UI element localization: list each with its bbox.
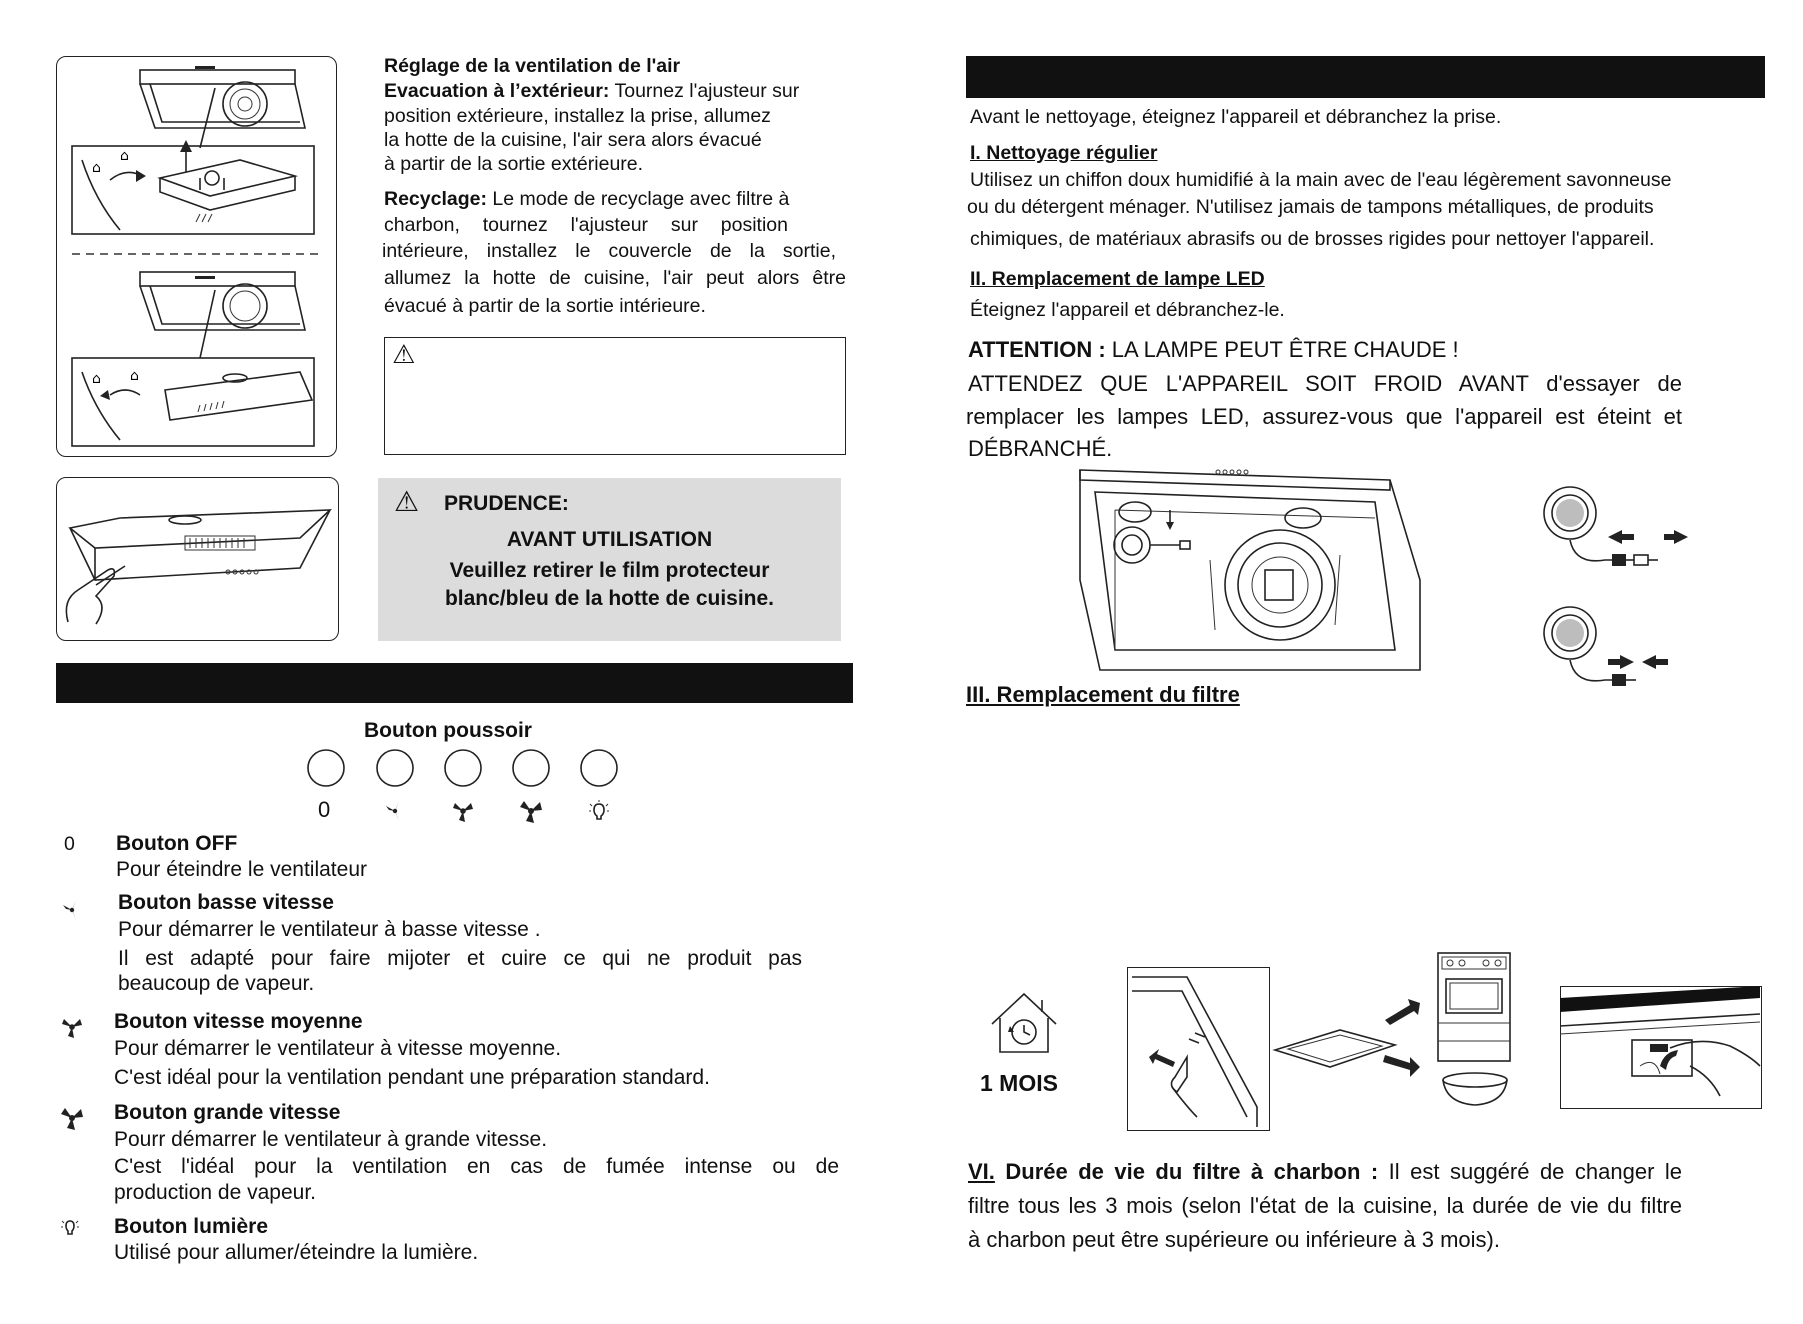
exhaust-line: à partir de la sortie extérieure. <box>384 153 644 175</box>
warning-box <box>384 337 846 455</box>
led-replacement-title: II. Remplacement de lampe LED <box>970 268 1265 290</box>
home-clock-icon <box>984 988 1064 1058</box>
medium-speed-text: C'est idéal pour la ventilation pendant une préparation standard. <box>114 1066 710 1089</box>
caution-line-3: blanc/bleu de la hotte de cuisine. <box>444 587 775 610</box>
recycle-line: charbon, tournez l'ajusteur sur position <box>384 214 788 236</box>
exhaust-label: Evacuation à l’extérieur: <box>384 80 610 102</box>
section-header-bar-cleaning <box>966 56 1765 98</box>
exhaust-line: position extérieure, installez la prise, allumez <box>384 105 771 127</box>
off-title: Bouton OFF <box>116 832 238 855</box>
light-icon <box>58 1216 82 1240</box>
recycle-line: allumez la hotte de cuisine, l'air peut alors être <box>384 267 846 289</box>
medium-speed-text: Pour démarrer le ventilateur à vitesse moyenne. <box>114 1037 562 1060</box>
recycle-paragraph-line <box>384 187 789 211</box>
filter-lifetime-text-line: à charbon peut être supérieure ou inférieure à 3 mois). <box>968 1227 1500 1252</box>
attention-text-line: ATTENDEZ QUE L'APPAREIL SOIT FROID AVANT d'essayer de <box>968 371 1682 396</box>
led-disconnect-illustration <box>1530 480 1690 590</box>
recycle-label: Recyclage: <box>384 188 487 210</box>
attention-text-line: DÉBRANCHÉ. <box>968 436 1113 461</box>
high-speed-text: production de vapeur. <box>114 1181 316 1204</box>
light-title: Bouton lumière <box>114 1215 269 1238</box>
exhaust-text: Tournez l'ajusteur sur <box>609 80 800 102</box>
filter-lifetime-numeral: VI. <box>968 1159 995 1184</box>
attention-text-line: remplacer les lampes LED, assurez-vous que l'appareil est éteint et <box>966 404 1682 429</box>
off-symbol: 0 <box>64 833 75 855</box>
low-speed-text: Pour démarrer le ventilateur à basse vitesse . <box>118 918 541 941</box>
button-symbols-row <box>300 796 660 836</box>
caution-line-1: AVANT UTILISATION <box>506 528 713 551</box>
regular-cleaning-title: I. Nettoyage régulier <box>970 142 1158 164</box>
regular-cleaning-text: ou du détergent ménager. N'utilisez jamais de tampons métalliques, de produits <box>967 196 1654 218</box>
recycle-line: intérieure, installez le couvercle de la sortie, <box>382 240 836 262</box>
filter-cleaning-illustration <box>1270 945 1530 1115</box>
svg-text:⌂: ⌂ <box>120 148 129 164</box>
low-speed-text: beaucoup de vapeur. <box>118 972 315 995</box>
cleaning-intro: Avant le nettoyage, éteignez l'appareil et débranchez la prise. <box>970 106 1502 128</box>
light-text: Utilisé pour allumer/éteindre la lumière. <box>114 1241 479 1264</box>
hood-underside-led-illustration <box>1070 460 1510 680</box>
exhaust-paragraph-line <box>384 79 799 103</box>
high-speed-title: Bouton grande vitesse <box>114 1101 341 1124</box>
one-month-label: 1 MOIS <box>980 1070 1058 1096</box>
fan-high-icon <box>60 1106 84 1130</box>
section-header-bar-controls <box>56 663 853 703</box>
fan-medium-icon <box>60 1015 84 1039</box>
exhaust-line: la hotte de la cuisine, l'air sera alors évacué <box>384 129 762 151</box>
filter-lifetime-line <box>968 1160 1682 1184</box>
svg-text:⌂: ⌂ <box>92 160 101 176</box>
filter-lifetime-text-line: filtre tous les 3 mois (selon l'état de la cuisine, la durée de vie du filtre <box>968 1193 1682 1218</box>
air-ventilation-title: Réglage de la ventilation de l'air <box>384 55 681 77</box>
led-connect-illustration <box>1530 600 1690 710</box>
caution-line-2: Veuillez retirer le film protecteur <box>449 559 770 582</box>
attention-line <box>968 338 1459 362</box>
attention-label: ATTENTION : <box>968 337 1106 362</box>
hood-peeling-film-illustration <box>0 0 340 650</box>
filter-lifetime-label: Durée de vie du filtre à charbon : <box>994 1159 1379 1184</box>
high-speed-text: C'est l'idéal pour la ventilation en cas de fumée intense ou de <box>114 1155 839 1178</box>
off-button-label: 0 <box>318 797 331 822</box>
attention-text: LA LAMPE PEUT ÊTRE CHAUDE ! <box>1105 337 1459 362</box>
regular-cleaning-text: Utilisez un chiffon doux humidifié à la main avec de l'eau légèrement savonneuse <box>970 169 1672 191</box>
filter-removal-illustration <box>1127 967 1272 1133</box>
push-button-heading: Bouton poussoir <box>364 719 532 742</box>
high-speed-text: Pourr démarrer le ventilateur à grande vitesse. <box>114 1128 548 1151</box>
caution-warning-icon: ⚠ <box>394 485 420 518</box>
regular-cleaning-text: chimiques, de matériaux abrasifs ou de brosses rigides pour nettoyer l'appareil. <box>970 228 1655 250</box>
filter-lifetime-text: Il est suggéré de changer le <box>1378 1159 1682 1184</box>
recycle-text: Le mode de recyclage avec filtre à <box>486 188 790 210</box>
warning-icon: ⚠ <box>392 340 416 370</box>
svg-text:⌂: ⌂ <box>130 368 139 384</box>
caution-title: PRUDENCE: <box>444 492 569 515</box>
low-speed-title: Bouton basse vitesse <box>118 891 334 914</box>
filter-install-illustration <box>1560 986 1764 1111</box>
filter-replacement-title: III. Remplacement du filtre <box>966 682 1240 707</box>
medium-speed-title: Bouton vitesse moyenne <box>114 1010 363 1033</box>
svg-text:⌂: ⌂ <box>92 371 101 387</box>
fan-low-icon <box>60 898 84 922</box>
low-speed-text: Il est adapté pour faire mijoter et cuire ce qui ne produit pas <box>118 947 802 970</box>
recycle-line: évacué à partir de la sortie intérieure. <box>384 295 706 317</box>
led-replacement-text: Éteignez l'appareil et débranchez-le. <box>970 299 1285 321</box>
off-text: Pour éteindre le ventilateur <box>116 858 367 881</box>
